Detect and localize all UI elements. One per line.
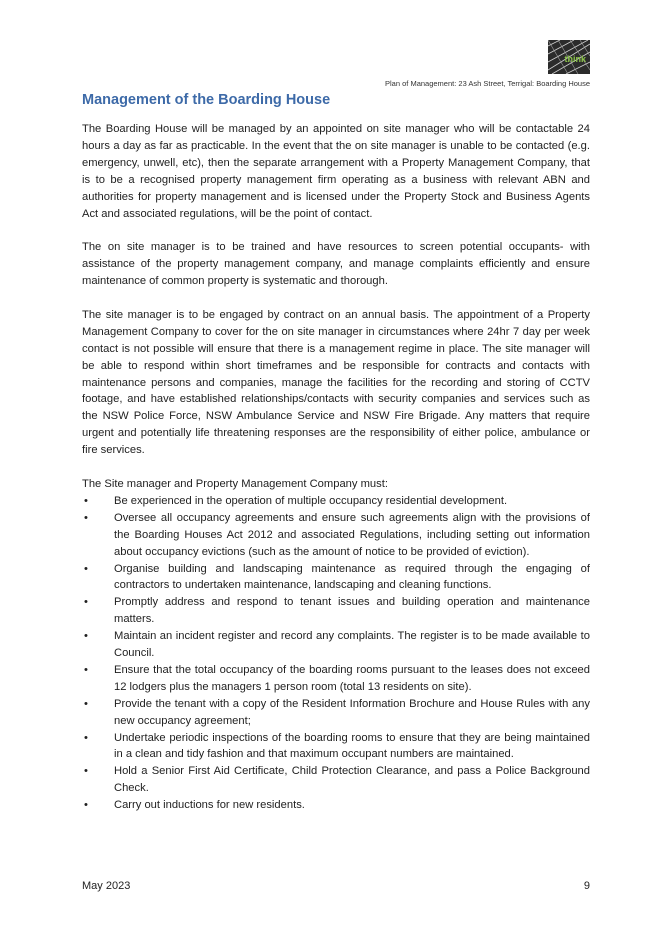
- running-header: Plan of Management: 23 Ash Street, Terrigal: Boarding House: [385, 79, 590, 88]
- section-heading: Management of the Boarding House: [82, 92, 331, 108]
- list-item: [82, 662, 590, 696]
- bullet-icon: •: [84, 765, 88, 778]
- list-item: [82, 561, 590, 595]
- list-item: [82, 730, 590, 764]
- responsibilities-list: [82, 493, 590, 814]
- bullet-icon: •: [84, 697, 88, 710]
- footer-date: May 2023: [82, 880, 131, 892]
- list-intro: The Site manager and Property Management Company must:: [82, 477, 388, 490]
- document-body: [82, 121, 590, 814]
- list-item-text: Carry out inductions for new residents.: [114, 799, 305, 812]
- list-item-text: Undertake periodic inspections of the boarding rooms to ensure that they are being maintained in a clean and tidy fashion and that maximum occupant numbers are maintained.: [114, 731, 590, 761]
- paragraph-management-overview: The Boarding House will be managed by an appointed on site manager who will be contactable 24 hours a day as far as practicable. In the event that the on site manager is unable to be contacted (e.g. emergency, unwell, etc), then the separate arrangement with a Property Management Company, that is to be a recognised property management firm operating as a business with relevant ABN and authorities for property management and is licensed under the Property Stock and Business Agents Act and associated regulations, will be the point of contact.: [82, 123, 590, 220]
- bullet-icon: •: [84, 596, 88, 609]
- paragraph-contract-engagement: The site manager is to be engaged by contract on an annual basis. The appointment of a Property Management Company to cover for the on site manager in circumstances where 24hr 7 day per week contact is not possible will ensure that there is a management regime in place. The site manager will be able to respond within short timeframes and be responsible for contracts and contacts with maintenance persons and companies, manage the facilities for the recording and storing of CCTV footage, and have established relationships/contacts with security companies and services such as the NSW Police Force, NSW Ambulance Service and NSW Fire Brigade. Any matters that require urgent and potentially life threatening responses are the responsibility of either police, ambulance or fire services.: [82, 308, 590, 457]
- list-item: [82, 763, 590, 797]
- list-item-text: Organise building and landscaping maintenance as required through the engaging of contractors to undertaken maintenance, landscaping and cleaning functions.: [114, 562, 590, 592]
- list-item: [82, 510, 590, 561]
- list-item: [82, 628, 590, 662]
- company-logo: [548, 40, 590, 74]
- list-item-text: Ensure that the total occupancy of the boarding rooms pursuant to the leases does not exceed 12 lodgers plus the managers 1 person room (total 13 residents on site).: [114, 663, 590, 693]
- list-item: [82, 493, 590, 510]
- bullet-icon: •: [84, 799, 88, 812]
- page-number: 9: [583, 880, 590, 892]
- bullet-icon: •: [84, 494, 88, 507]
- list-item-text: Promptly address and respond to tenant issues and building operation and maintenance matters.: [114, 596, 590, 626]
- list-item-text: Be experienced in the operation of multiple occupancy residential development.: [114, 494, 508, 507]
- list-item: [82, 797, 590, 814]
- logo-wordmark: think: [564, 54, 586, 64]
- paragraph-manager-training: The on site manager is to be trained and have resources to screen potential occupants- with assistance of the property management company, and manage complaints efficiently and ensure maintenance of common property is systematic and thorough.: [82, 241, 590, 288]
- bullet-icon: •: [84, 630, 88, 643]
- list-item-text: Hold a Senior First Aid Certificate, Child Protection Clearance, and pass a Police Background Check.: [114, 765, 590, 795]
- list-item-text: Provide the tenant with a copy of the Resident Information Brochure and House Rules with any new occupancy agreement;: [114, 697, 590, 727]
- bullet-icon: •: [84, 562, 88, 575]
- bullet-icon: •: [84, 511, 88, 524]
- list-item-text: Maintain an incident register and record any complaints. The register is to be made available to Council.: [114, 630, 590, 660]
- bullet-icon: •: [84, 731, 88, 744]
- list-item-text: Oversee all occupancy agreements and ensure such agreements align with the provisions of the Boarding Houses Act 2012 and associated Regulations, including setting out information about occupancy evictions (such as the amount of notice to be provided of eviction).: [114, 511, 590, 558]
- bullet-icon: •: [84, 663, 88, 676]
- list-item: [82, 594, 590, 628]
- list-item: [82, 696, 590, 730]
